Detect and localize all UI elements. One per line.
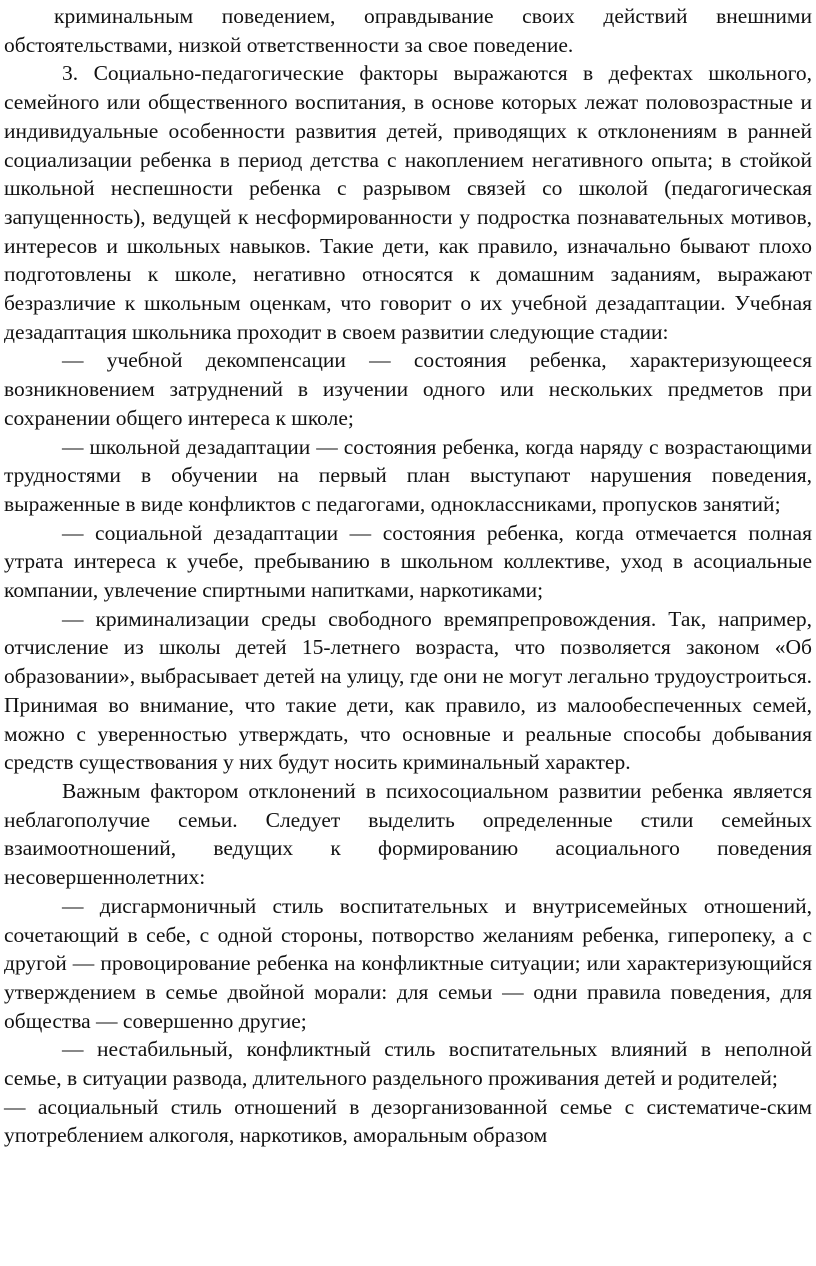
- list-item-asocial-style: — асоциальный стиль отношений в дезорганизованной семье с систематиче-ским употреблением алкоголя, наркотиков, аморальным образом: [4, 1094, 812, 1148]
- list-item-school-maladaptation: — школьной дезадаптации — состояния ребенка, когда наряду с возрастающими трудностями в обучении на первый план выступают нарушения поведения, выраженные в виде конфликтов с педагогами, одноклассниками, пропусков занятий;: [4, 434, 812, 516]
- list-item-disharmonious-style: — дисгармоничный стиль воспитательных и внутрисемейных отношений, сочетающий в себе, с одной стороны, потворство желаниям ребенка, гиперопеку, а с другой — провоцирование ребенка на конфликтные ситуации; или характеризующийся утверждением в семье двойной морали: для семьи — одни правила поведения, для общества — совершенно другие;: [4, 893, 812, 1033]
- list-item-criminalization: — криминализации среды свободного времяпрепровождения. Так, например, отчисление из школы детей 15-летнего возраста, что позволяется законом «Об образовании», выбрасывает детей на улицу, где они не могут легально трудоустроиться. Принимая во внимание, что такие дети, как правило, из малообеспеченных семей, можно с уверенностью утверждать, что основные и реальные способы добывания средств существования у них будут носить криминальный характер.: [4, 606, 812, 775]
- list-item-unstable-style: — нестабильный, конфликтный стиль воспитательных влияний в неполной семье, в ситуации развода, длительного раздельного проживания детей и родителей;: [4, 1037, 812, 1091]
- paragraph-continuation: криминальным поведением, оправдывание своих действий внешними обстоятельствами, низкой ответственности за свое поведение.: [4, 4, 812, 57]
- paragraph-social-pedagogical-factors: 3. Социально-педагогические факторы выражаются в дефектах школьного, семейного или общественного воспитания, в основе которых лежат половозрастные и индивидуальные особенности развития детей, приводящих к отклонениям в ранней социализации ребенка в период детства с накоплением негативного опыта; в стойкой школьной неспешности ребенка с разрывом связей со школой (педагогическая запущенность), ведущей к несформированности у подростка познавательных мотивов, интересов и школьных навыков. Такие дети, как правило, изначально бывают плохо подготовлены к школе, негативно относятся к домашним заданиям, выражают безразличие к школьным оценкам, что говорит о их учебной дезадаптации. Учебная дезадаптация школьника проходит в своем развитии следующие стадии:: [4, 61, 812, 344]
- paragraph-family-factor: Важным фактором отклонений в психосоциальном развитии ребенка является неблагополучие семьи. Следует выделить определенные стили семейных взаимоотношений, ведущих к формированию асоциального поведения несовершеннолетних:: [4, 778, 812, 890]
- list-item-social-maladaptation: — социальной дезадаптации — состояния ребенка, когда отмечается полная утрата интереса к учебе, пребыванию в школьном коллективе, уход в асоциальные компании, увлечение спиртными напитками, наркотиками;: [4, 520, 812, 603]
- list-item-educational-decompensation: — учебной декомпенсации — состояния ребенка, характеризующееся возникновением затруднений в изучении одного или нескольких предметов при сохранении общего интереса к школе;: [4, 348, 812, 430]
